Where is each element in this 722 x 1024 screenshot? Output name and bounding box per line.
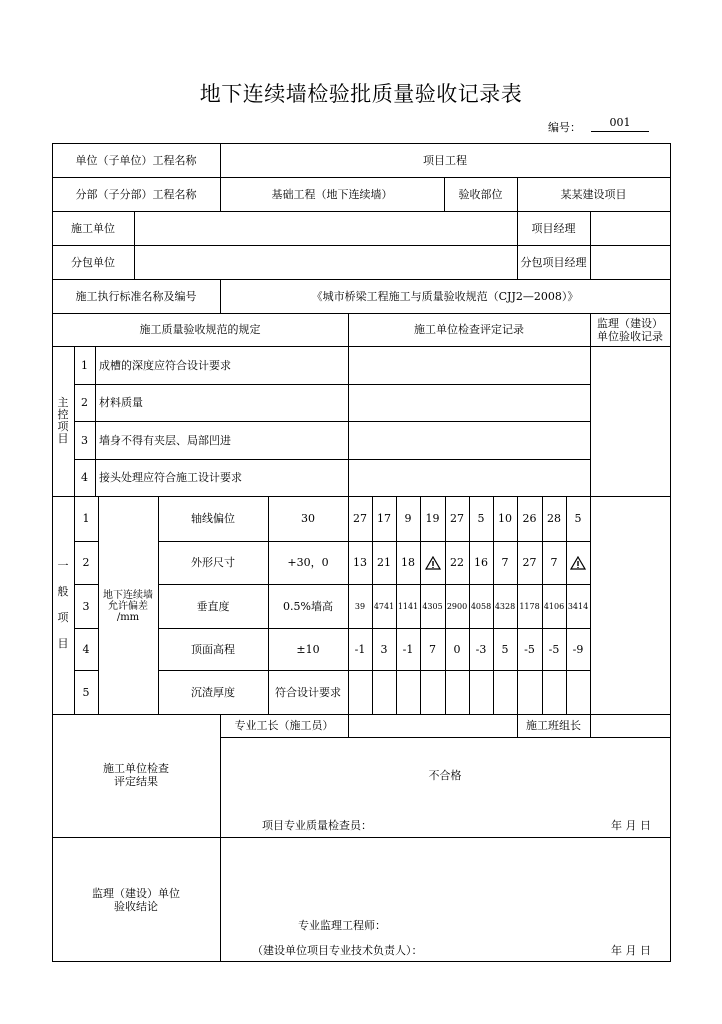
measured-value-cell: 27 — [353, 512, 367, 525]
main-item-text: 成槽的深度应符合设计要求 — [99, 358, 231, 372]
general-item-name: 沉渣厚度 — [191, 685, 235, 699]
measured-value-cell: 4058 — [470, 601, 492, 611]
sub-project-label: 分部（子分部）工程名称 — [75, 187, 197, 201]
general-item-no: 4 — [82, 642, 90, 656]
warning-triangle-icon — [420, 541, 445, 584]
measured-value-cell: 10 — [498, 512, 512, 525]
measured-value-cell: 4741 — [373, 601, 395, 611]
measured-value-cell: 19 — [425, 512, 440, 525]
general-item-tolerance: +30，0 — [287, 556, 329, 569]
measured-value-cell: 7 — [550, 556, 558, 569]
measured-value-cell: 4328 — [494, 601, 516, 611]
measured-value-cell: -5 — [548, 642, 560, 656]
general-item-tolerance: 30 — [301, 512, 315, 525]
general-item-tolerance: 0.5%墙高 — [283, 599, 333, 613]
general-item-no: 5 — [82, 685, 90, 699]
supervision-engineer-label: 专业监理工程师： — [298, 918, 386, 932]
measured-value-cell: 5 — [501, 642, 509, 656]
measured-value-cell — [445, 670, 469, 714]
measured-value-cell: 0 — [453, 642, 461, 656]
tolerance-group-label — [98, 584, 158, 628]
measured-value-cell — [566, 670, 590, 714]
measured-value-cell: -9 — [572, 642, 584, 656]
measured-value-cell: 18 — [401, 556, 415, 569]
result-label-line: 施工单位检查 — [103, 762, 169, 775]
acceptance-part-label: 验收部位 — [458, 187, 503, 201]
measured-value-cell: -1 — [402, 642, 414, 656]
label-char: 目 — [57, 637, 69, 650]
main-item-text: 接头处理应符合施工设计要求 — [99, 471, 242, 484]
measured-value-cell — [396, 670, 420, 714]
label-char: 主 — [57, 396, 69, 409]
doc-number-value: 001 — [591, 116, 649, 132]
main-item-no: 4 — [81, 471, 88, 484]
label-char: 目 — [57, 432, 69, 445]
measured-value-cell: 16 — [474, 556, 488, 569]
measured-value-cell: 27 — [450, 512, 464, 525]
main-item-no: 2 — [81, 396, 88, 409]
measured-value-cell: 1178 — [519, 601, 540, 611]
supervision-label-line: 验收结论 — [114, 900, 158, 913]
spec-column-header: 施工质量验收规范的规定 — [139, 323, 261, 336]
warning-icon — [570, 556, 586, 570]
measured-value-cell — [542, 670, 566, 714]
main-control-label — [52, 346, 74, 496]
group-label-line: 地下连续墙 — [103, 589, 153, 601]
measured-value-cell: -5 — [524, 642, 535, 656]
measured-value-cell: 4106 — [543, 601, 565, 611]
supervision-header-line2: 单位验收记录 — [597, 329, 663, 343]
general-item-name: 垂直度 — [196, 599, 230, 613]
measured-value-cell: 2900 — [446, 601, 468, 611]
standard-value: 《城市桥梁工程施工与质量验收规范（CJJ2—2008）》 — [311, 289, 579, 303]
label-char: 一 — [57, 559, 69, 572]
unit-project-label: 单位（子单位）工程名称 — [75, 153, 197, 167]
measured-value-cell — [493, 670, 517, 714]
measured-value-cell: -1 — [354, 642, 366, 656]
measured-value-cell — [348, 670, 372, 714]
group-label-line: /mm — [116, 611, 140, 623]
foreman-label: 专业工长（施工员） — [234, 719, 334, 732]
check-column-header: 施工单位检查评定记录 — [414, 323, 524, 336]
construction-unit-label: 施工单位 — [71, 221, 115, 235]
main-item-text: 材料质量 — [99, 396, 143, 409]
measured-value-cell: 21 — [377, 556, 391, 569]
page-title: 地下连续墙检验批质量验收记录表 — [199, 82, 523, 106]
general-item-no: 1 — [82, 512, 90, 525]
label-char: 项 — [57, 611, 69, 624]
measured-value-cell: -3 — [475, 642, 487, 656]
general-item-tolerance: 符合设计要求 — [275, 685, 341, 699]
label-char: 项 — [57, 420, 69, 433]
measured-value-cell: 9 — [404, 512, 412, 525]
acceptance-part-value: 某某建设项目 — [560, 187, 627, 201]
measured-value-cell: 3414 — [567, 601, 589, 611]
construction-date-label: 年 月 日 — [611, 818, 651, 832]
team-leader-label: 施工班组长 — [526, 719, 581, 732]
measured-value-cell: 7 — [429, 642, 436, 656]
general-item-label — [52, 496, 74, 714]
measured-value-cell: 28 — [547, 512, 561, 525]
unit-project-value: 项目工程 — [423, 153, 467, 167]
supervision-header-line1: 监理（建设） — [597, 316, 663, 330]
supervision-result-label — [52, 870, 220, 930]
measured-value-cell: 7 — [501, 556, 509, 569]
main-item-no: 3 — [81, 433, 88, 447]
measured-value-cell: 39 — [354, 601, 366, 611]
project-manager-label: 项目经理 — [531, 221, 576, 235]
general-item-no: 2 — [82, 556, 90, 569]
label-char: 般 — [57, 585, 69, 598]
supervision-date-label: 年 月 日 — [611, 943, 651, 957]
main-item-text: 墙身不得有夹层、局部凹进 — [99, 433, 231, 447]
measured-value-cell: 26 — [522, 512, 537, 525]
warning-triangle-icon — [566, 541, 590, 584]
measured-value-cell: 22 — [450, 556, 464, 569]
standard-label: 施工执行标准名称及编号 — [75, 289, 197, 303]
measured-value-cell: 17 — [377, 512, 391, 525]
result-label-line: 评定结果 — [114, 775, 158, 788]
construction-result-label — [52, 737, 220, 813]
measured-value-cell — [469, 670, 493, 714]
measured-value-cell: 4305 — [422, 601, 443, 611]
measured-value-cell: 3 — [380, 642, 388, 656]
measured-value-cell — [420, 670, 445, 714]
quality-inspector-label: 项目专业质量检查员： — [262, 818, 372, 832]
measured-value-cell: 5 — [574, 512, 582, 525]
sub-project-value: 基础工程（地下连续墙） — [271, 187, 393, 201]
measured-value-cell: 13 — [353, 556, 367, 569]
measured-value-cell: 27 — [522, 556, 537, 569]
measured-value-cell: 1141 — [397, 601, 419, 611]
general-item-name: 轴线偏位 — [191, 512, 235, 525]
owner-technical-lead-label: （建设单位项目专业技术负责人）： — [252, 943, 423, 957]
supervision-column-header — [590, 313, 670, 346]
measured-value-cell — [517, 670, 542, 714]
measured-value-cell — [372, 670, 396, 714]
label-char: 控 — [57, 408, 69, 421]
general-item-tolerance: ±10 — [296, 642, 320, 656]
group-label-line: 允许偏差 — [108, 600, 148, 612]
subcontract-unit-label: 分包单位 — [71, 255, 115, 269]
supervision-label-line: 监理（建设）单位 — [92, 887, 180, 900]
general-item-no: 3 — [82, 599, 90, 613]
general-item-name: 顶面高程 — [191, 642, 235, 656]
doc-number-label: 编号： — [548, 121, 581, 134]
warning-icon — [425, 556, 441, 570]
construction-result-value: 不合格 — [428, 768, 462, 782]
general-item-name: 外形尺寸 — [191, 556, 235, 569]
subcontract-manager-label: 分包项目经理 — [520, 255, 587, 269]
measured-value-cell: 5 — [477, 512, 485, 525]
main-item-no: 1 — [81, 358, 88, 372]
